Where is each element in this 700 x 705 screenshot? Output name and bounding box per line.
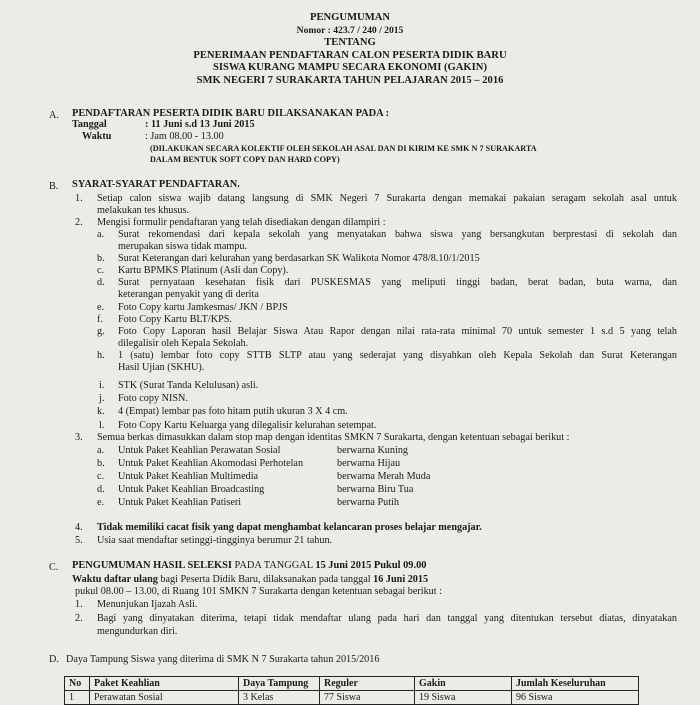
section-c-letter: C.: [49, 562, 59, 573]
b-item-2-text: Mengisi formulir pendaftaran yang telah disediakan dengan dilampiri :: [97, 217, 386, 228]
b-sub-i-letter: i.: [99, 380, 105, 391]
waktu-label: Waktu: [82, 131, 112, 142]
pukul-line: pukul 08.00 – 13.00, di Ruang 101 SMKN 7 Surakarta dengan ketentuan sebagai berikut :: [75, 586, 442, 597]
b-sub-g-text: Foto Copy Laporan hasil Belajar Siswa Atau Rapor dengan nilai rata-rata minimal 70 untuk semester 1 s.d 5 yang telah: [118, 326, 677, 337]
map-a-paket: Untuk Paket Keahlian Perawatan Sosial: [118, 445, 281, 456]
map-c-warna: berwarna Merah Muda: [337, 471, 431, 482]
map-e-letter: e.: [97, 497, 105, 508]
table-header-reguler: Reguler: [320, 677, 415, 691]
table-header-daya: Daya Tampung: [239, 677, 320, 691]
section-a-title: PENDAFTARAN PESERTA DIDIK BARU DILAKSANAKAN PADA :: [72, 108, 390, 119]
map-e-paket: Untuk Paket Keahlian Patiseri: [118, 497, 242, 508]
b-item-1-number: 1.: [75, 193, 83, 204]
section-a-letter: A.: [49, 110, 59, 121]
b-sub-l-text: Foto Copy Kartu Keluarga yang dilegalisir kelurahan setempat.: [118, 420, 377, 431]
b-sub-h-text: 1 (satu) lembar foto copy STTB SLTP atau yang sederajat yang disyahkan oleh Kepala Sekolah dan Surat Keterangan: [118, 350, 677, 361]
document-header: [0, 12, 700, 88]
b-sub-b-letter: b.: [97, 253, 105, 264]
b-sub-d-text-cont: keterangan penyakit yang di derita: [118, 289, 259, 300]
map-a-letter: a.: [97, 445, 105, 456]
b-sub-j-letter: j.: [99, 393, 105, 404]
table-cell-gakin: 19 Siswa: [415, 691, 512, 705]
map-e-warna: berwarna Putih: [337, 497, 399, 508]
header-tentang: TENTANG: [324, 37, 376, 49]
b-sub-d-letter: d.: [97, 277, 105, 288]
daftar-ulang-label: Waktu daftar ulang: [72, 574, 158, 585]
map-b-warna: berwarna Hijau: [337, 458, 401, 469]
b-item-4-number: 4.: [75, 522, 83, 533]
b-sub-h-text-cont: Hasil Ujian (SKHU).: [118, 362, 205, 373]
b-sub-g-text-cont: dilegalisir oleh Kepala Sekolah.: [118, 338, 249, 349]
table-cell-reguler: 77 Siswa: [320, 691, 415, 705]
table-cell-no: 1: [65, 691, 90, 705]
map-c-letter: c.: [97, 471, 105, 482]
header-nomor: Nomor : 423.7 / 240 / 2015: [296, 24, 404, 36]
section-d-title: Daya Tampung Siswa yang diterima di SMK N 7 Surakarta tahun 2015/2016: [66, 654, 380, 665]
map-b-paket: Untuk Paket Keahlian Akomodasi Perhotelan: [118, 458, 304, 469]
capacity-table: [64, 676, 639, 705]
table-header-gakin: Gakin: [415, 677, 512, 691]
table-row: [65, 691, 639, 705]
section-c-title-mid: PADA TANGGAL: [231, 560, 316, 571]
b-sub-c-text: Kartu BPMKS Platinum (Asli dan Copy).: [118, 265, 289, 276]
table-cell-paket: Perawatan Sosial: [90, 691, 239, 705]
waktu-value: : Jam 08.00 - 13.00: [145, 131, 224, 142]
section-b-title: SYARAT-SYARAT PENDAFTARAN.: [72, 179, 240, 190]
b-item-5-text: Usia saat mendaftar setinggi-tingginya berumur 21 tahun.: [97, 535, 333, 546]
b-sub-b-text: Surat Keterangan dari kelurahan yang berdasarkan SK Walikota Nomor 478/8.10/1/2015: [118, 253, 480, 264]
b-sub-j-text: Foto copy NISN.: [118, 393, 188, 404]
header-line-1: PENERIMAAN PENDAFTARAN CALON PESERTA DIDIK BARU: [193, 49, 507, 61]
map-d-warna: berwarna Biru Tua: [337, 484, 414, 495]
section-a-note-1: (DILAKUKAN SECARA KOLEKTIF OLEH SEKOLAH ASAL DAN DI KIRIM KE SMK N 7 SURAKARTA: [150, 144, 537, 153]
section-a-note-2: DALAM BENTUK SOFT COPY DAN HARD COPY): [150, 155, 340, 164]
b-item-3-number: 3.: [75, 432, 83, 443]
section-b-letter: B.: [49, 181, 59, 192]
table-header-no: No: [65, 677, 90, 691]
table-header-jumlah: Jumlah Keseluruhan: [512, 677, 639, 691]
b-sub-c-letter: c.: [97, 265, 105, 276]
c-item-2-text: Bagi yang dinyatakan diterima, tetapi tidak mendaftar ulang pada hari dan tanggal yang ditentukan tersebut diatas, dinyatakan: [97, 613, 677, 624]
section-c-title-bold: PENGUMUMAN HASIL SELEKSI: [72, 560, 232, 571]
header-line-2: SISWA KURANG MAMPU SECARA EKONOMI (GAKIN): [213, 62, 487, 74]
b-item-4-text: Tidak memiliki cacat fisik yang dapat menghambat kelancaran proses belajar mengajar.: [97, 522, 482, 533]
c-item-1-number: 1.: [75, 599, 83, 610]
section-c-title-date: 15 Juni 2015 Pukul 09.00: [315, 560, 427, 571]
tanggal-label: Tanggal: [72, 119, 107, 130]
map-b-letter: b.: [97, 458, 105, 469]
b-sub-h-letter: h.: [97, 350, 105, 361]
b-item-3-text: Semua berkas dimasukkan dalam stop map dengan identitas SMKN 7 Surakarta, dengan ketentuan sebagai berikut :: [97, 432, 570, 443]
b-sub-e-letter: e.: [97, 302, 105, 313]
daftar-ulang-text: bagi Peserta Didik Baru, dilaksanakan pada tanggal: [157, 574, 374, 585]
header-line-3: SMK NEGERI 7 SURAKARTA TAHUN PELAJARAN 2015 – 2016: [196, 74, 504, 86]
table-header-paket: Paket Keahlian: [90, 677, 239, 691]
b-sub-e-text: Foto Copy kartu Jamkesmas/ JKN / BPJS: [118, 302, 288, 313]
b-sub-k-letter: k.: [97, 406, 105, 417]
b-sub-f-text: Foto Copy Kartu BLT/KPS.: [118, 314, 232, 325]
b-sub-a-text: Surat rekomendasi dari kepala sekolah yang menyatakan bahwa siswa yang bersangkutan berprestasi di sekolah dan: [118, 229, 677, 240]
table-cell-jumlah: 96 Siswa: [512, 691, 639, 705]
map-c-paket: Untuk Paket Keahlian Multimedia: [118, 471, 259, 482]
b-sub-f-letter: f.: [97, 314, 103, 325]
b-sub-i-text: STK (Surat Tanda Kelulusan) asli.: [118, 380, 259, 391]
daftar-ulang-date: 16 Juni 2015: [373, 574, 429, 585]
c-item-2-number: 2.: [75, 613, 83, 624]
b-sub-d-text: Surat pernyataan kesehatan fisik dari PUSKESMAS yang meliputi tinggi badan, berat badan, buta warna, dan: [118, 277, 677, 288]
c-item-1-text: Menunjukan Ijazah Asli.: [97, 599, 198, 610]
table-header-row: [65, 677, 639, 691]
b-sub-k-text: 4 (Empat) lembar pas foto hitam putih ukuran 3 X 4 cm.: [118, 406, 348, 417]
b-item-2-number: 2.: [75, 217, 83, 228]
c-item-2-text-cont: mengundurkan diri.: [97, 626, 178, 637]
section-d-letter: D.: [49, 654, 59, 665]
b-sub-g-letter: g.: [97, 326, 105, 337]
section-c-title: [72, 560, 426, 572]
tanggal-value: : 11 Juni s.d 13 Juni 2015: [145, 119, 255, 130]
b-sub-a-letter: a.: [97, 229, 105, 240]
b-item-1-text-cont: melakukan tes khusus.: [97, 205, 189, 216]
daftar-ulang-line: [72, 574, 428, 586]
table-cell-daya: 3 Kelas: [239, 691, 320, 705]
b-sub-l-letter: l.: [99, 420, 105, 431]
b-item-5-number: 5.: [75, 535, 83, 546]
map-a-warna: berwarna Kuning: [337, 445, 409, 456]
header-title: PENGUMUMAN: [309, 12, 391, 23]
b-sub-a-text-cont: merupakan siswa tidak mampu.: [118, 241, 248, 252]
b-item-1-text: Setiap calon siswa wajib datang langsung di SMK Negeri 7 Surakarta dengan memakai pakaian seragam sekolah asal untuk: [97, 193, 677, 204]
map-d-paket: Untuk Paket Keahlian Broadcasting: [118, 484, 265, 495]
map-d-letter: d.: [97, 484, 105, 495]
